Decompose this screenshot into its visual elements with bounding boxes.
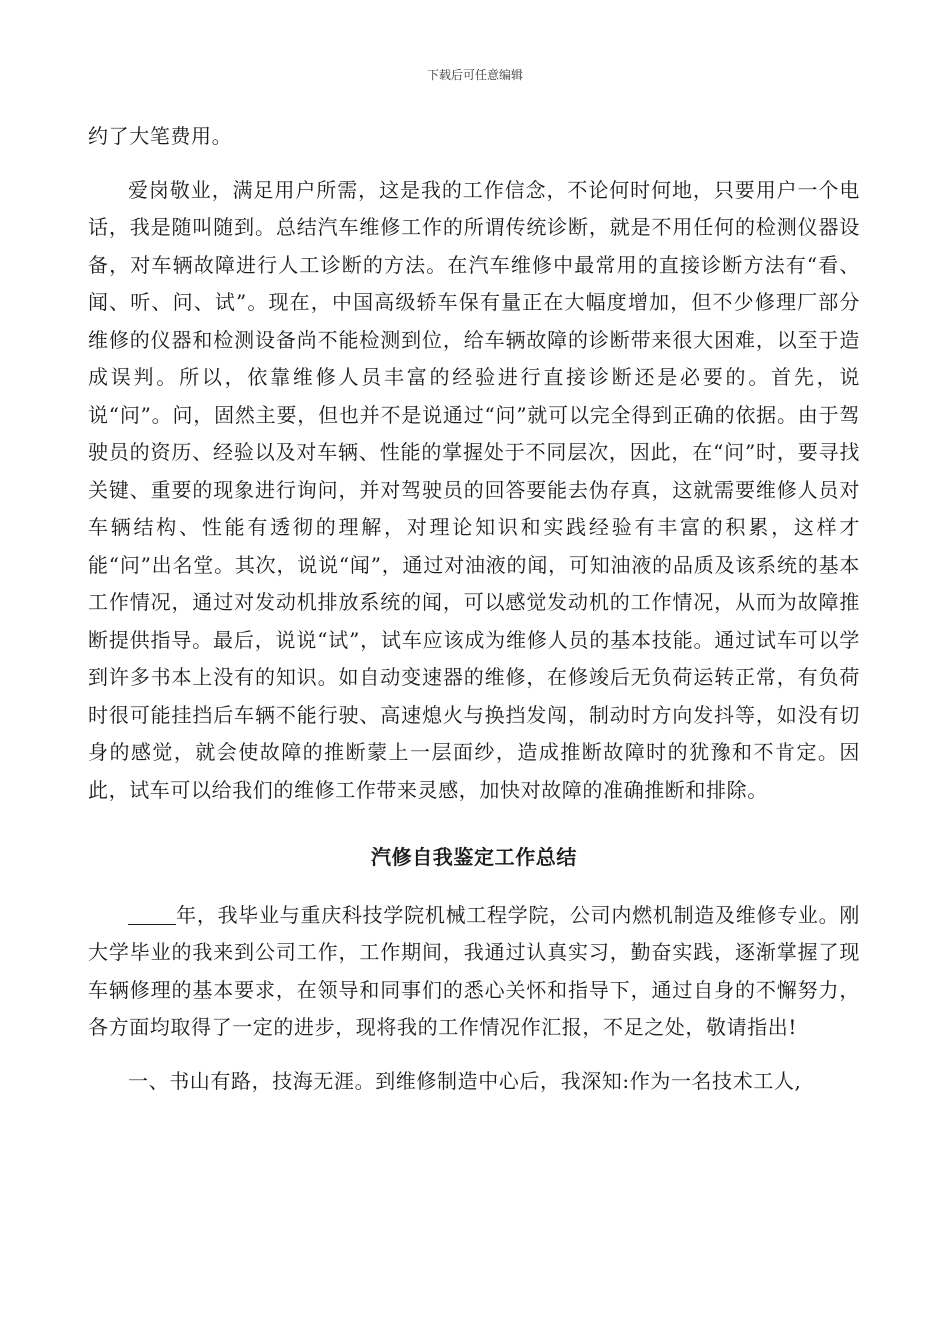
paragraph-diagnosis: 爱岗敬业，满足用户所需，这是我的工作信念，不论何时何地，只要用户一个电话，我是随叫随到。总结汽车维修工作的所谓传统诊断，就是不用任何的检测仪器设备，对车辆故障进行人工诊断的方法。在汽车维修中最常用的直接诊断方法有“看、闻、听、问、试”。现在，中国高级轿车保有量正在大幅度增加，但不少修理厂部分维修的仪器和检测设备尚不能检测到位，给车辆故障的诊断带来很大困难，以至于造成误判。所以，依靠维修人员丰富的经验进行直接诊断还是必要的。首先，说说“问”。问，固然主要，但也并不是说通过“问”就可以完全得到正确的依据。由于驾驶员的资历、经验以及对车辆、性能的掌握处于不同层次，因此，在“问”时，要寻找关键、重要的现象进行询问，并对驾驶员的回答要能去伪存真，这就需要维修人员对车辆结构、性能有透彻的理解，对理论知识和实践经验有丰富的积累，这样才能“问”出名堂。其次，说说“闻”，通过对油液的闻，可知油液的品质及该系统的基本工作情况，通过对发动机排放系统的闻，可以感觉发动机的工作情况，从而为故障推断提供指导。最后，说说“试”，试车应该成为维修人员的基本技能。通过试车可以学到许多书本上没有的知识。如自动变速器的维修，在修竣后无负荷运转正常，有负荷时很可能挂挡后车辆不能行驶、高速熄火与换挡发闯，制动时方向发抖等，如没有切身的感觉，就会使故障的推断蒙上一层面纱，造成推断故障时的犹豫和不肯定。因此，试车可以给我们的维修工作带来灵感，加快对故障的准确推断和排除。 xyxy=(88,177,860,802)
section-title: 汽修自我鉴定工作总结 xyxy=(371,845,577,869)
paragraph-intro xyxy=(88,897,860,1047)
paragraph-continuation: 约了大笔费用。 xyxy=(88,124,233,148)
paragraph-intro-text: 年，我毕业与重庆科技学院机械工程学院，公司内燃机制造及维修专业。刚大学毕业的我来到公司工作，工作期间，我通过认真实习，勤奋实践，逐渐掌握了现车辆修理的基本要求，在领导和同事们的悉心关怀和指导下，通过自身的不懈努力，各方面均取得了一定的进步，现将我的工作情况作汇报，不足之处，敬请指出! xyxy=(88,902,860,1039)
document-body xyxy=(88,118,860,1100)
year-blank xyxy=(128,904,176,925)
paragraph-point-one: 一、书山有路，技海无涯。到维修制造中心后，我深知:作为一名技术工人, xyxy=(128,1068,802,1093)
page-header: 下载后可任意编辑 xyxy=(426,68,523,82)
